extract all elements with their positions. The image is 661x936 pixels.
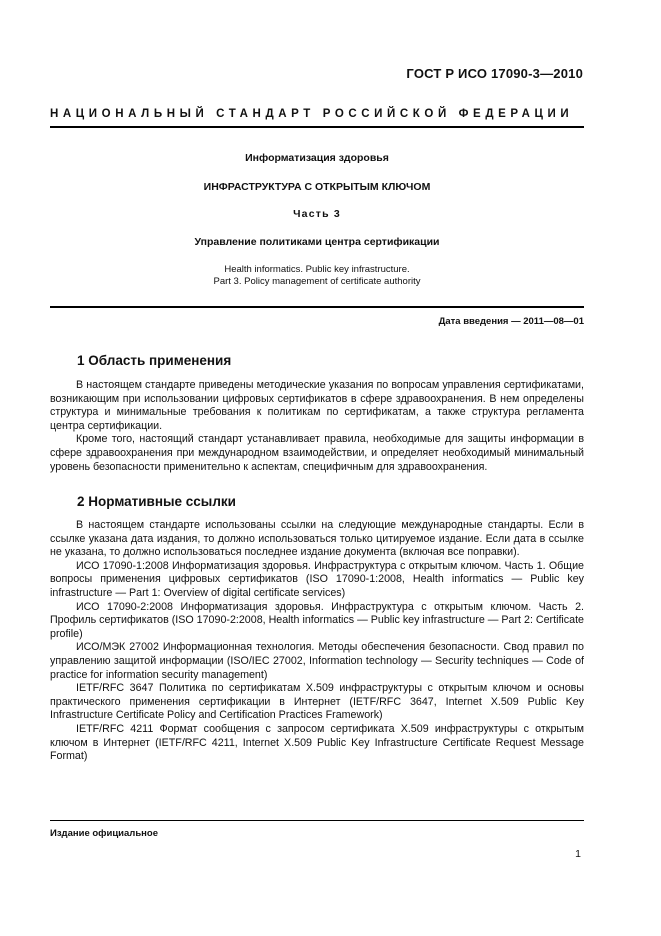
intro-date: Дата введения — 2011—08—01 bbox=[438, 316, 584, 327]
banner-rule bbox=[50, 126, 584, 128]
reference-item: ИСО 17090-2:2008 Информатизация здоровья. Инфраструктура с открытым ключом. Часть 2. Профиль сертификатов (ISO 17090-2:2008, Health informatics — Public key infrastructure — Part 2: Certificate profile) bbox=[50, 600, 584, 640]
section-2-heading: 2 Нормативные ссылки bbox=[77, 494, 236, 509]
reference-item: ИСО/МЭК 27002 Информационная технология. Методы обеспечения безопасности. Свод правил по управлению защитой информации (ISO/IEC 27002, Information technology — Security techniques — Code of practice for information security management) bbox=[50, 641, 584, 681]
section-2-body bbox=[50, 519, 584, 764]
reference-item: ИСО 17090-1:2008 Информатизация здоровья. Инфраструктура с открытым ключом. Часть 1. Общие вопросы применения цифровых сертификатов (ISO 17090-1:2008, Health informatics — Public key infrastructure — Part 1: Overview of digital certificate services) bbox=[50, 559, 584, 599]
english-title-line-2: Part 3. Policy management of certificate authority bbox=[213, 276, 421, 287]
title-line-1: Информатизация здоровья bbox=[245, 152, 389, 164]
footer-rule bbox=[50, 820, 584, 821]
paragraph: В настоящем стандарте приведены методические указания по вопросам управления сертификатами, возникающим при использовании цифровых сертификатов в сфере здравоохранения. В нем определены структура и минимальные требования к политикам по сертификатам, а также структура регламента центра сертификации. bbox=[50, 379, 584, 432]
title-rule bbox=[50, 306, 584, 308]
title-subtitle: Управление политиками центра сертификации bbox=[194, 236, 440, 248]
page-number: 1 bbox=[575, 848, 581, 860]
english-title-line-1: Health informatics. Public key infrastructure. bbox=[224, 264, 410, 275]
standard-banner: НАЦИОНАЛЬНЫЙ СТАНДАРТ РОССИЙСКОЙ ФЕДЕРАЦИИ bbox=[50, 108, 574, 120]
edition-label: Издание официальное bbox=[50, 828, 158, 839]
paragraph: Кроме того, настоящий стандарт устанавливает правила, необходимые для защиты информации в сфере здравоохранения при международном взаимодействии, и определяет необходимый минимальный уровень безопасности применительно к аспектам, специфичным для здравоохранения. bbox=[50, 433, 584, 473]
title-part: Часть 3 bbox=[293, 208, 341, 220]
reference-item: IETF/RFC 3647 Политика по сертификатам X.509 инфраструктуры с открытым ключом и основы практического применения сертификации в Интернет (IETF/RFC 3647, Internet X.509 Public Key Infrastructure Certificate Policy and Certification Practices Framework) bbox=[50, 682, 584, 722]
title-line-2: ИНФРАСТРУКТУРА С ОТКРЫТЫМ КЛЮЧОМ bbox=[203, 181, 431, 193]
section-1-heading: 1 Область применения bbox=[77, 353, 232, 368]
paragraph: В настоящем стандарте использованы ссылки на следующие международные стандарты. Если в ссылке указана дата издания, то должно использоваться только цитируемое издание. Если дата в ссылке не указана, то должно использоваться последнее издание документа (включая все поправки). bbox=[50, 519, 584, 559]
section-1-body bbox=[50, 379, 584, 474]
reference-item: IETF/RFC 4211 Формат сообщения с запросом сертификата X.509 инфраструктуры с открытым ключом в Интернет (IETF/RFC 4211, Internet X.509 Public Key Infrastructure Certificate Request Message Format) bbox=[50, 722, 584, 763]
document-number: ГОСТ Р ИСО 17090-3—2010 bbox=[406, 66, 583, 81]
